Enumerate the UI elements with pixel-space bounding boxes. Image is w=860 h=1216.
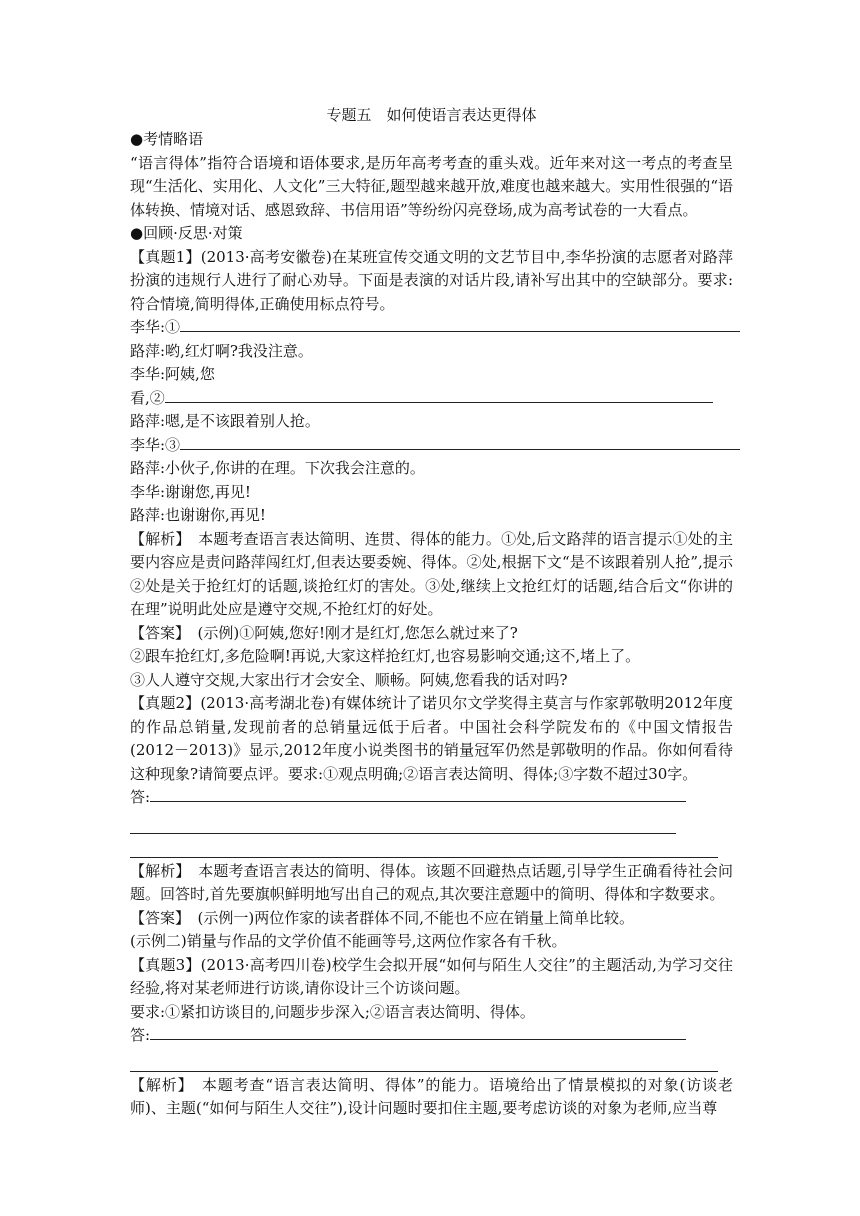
answer-prompt — [130, 786, 733, 810]
dialogue-line: 路萍:也谢谢你,再见! — [130, 506, 266, 524]
answer-prompt — [130, 1024, 733, 1048]
dialogue-line: 路萍:小伙子,你讲的在理。下次我会注意的。 — [130, 459, 425, 477]
answer-blank[interactable] — [180, 434, 740, 450]
analysis-text: 本题考查语言表达的简明、得体。该题不回避热点话题,引导学生正确看待社会问题。回答时,首先要旗帜鲜明地写出自己的观点,其次要注意题中的简明、得体和字数要求。 — [130, 861, 733, 903]
question-3 — [130, 954, 733, 1001]
document-page — [130, 102, 733, 1121]
answer-prefix: 答: — [130, 1026, 151, 1044]
analysis — [130, 1074, 733, 1121]
answer-text: (示例)①阿姨,您好!刚才是红灯,您怎么就过来了? — [182, 623, 518, 642]
question-stem: (2013·高考安徽卷)在某班宣传交通文明的文艺节目中,李华扮演的志愿者对路萍扮演的违规行人进行了耐心劝导。下面是表演的对话片段,请补写出其中的空缺部分。要求:符合情境,简明得体,正确使用标点符号。 — [130, 247, 733, 313]
answer-prefix: 答: — [130, 788, 151, 806]
analysis-text: 本题考查语言表达简明、连贯、得体的能力。①处,后文路萍的语言提示①处的主要内容应是责问路萍闯红灯,但表达要委婉、得体。②处,根据下文“是不该跟着别人抢”,提示②处是关于抢红灯的话题,谈抢红灯的害处。③处,继续上文抢红灯的话题,结合后文“你讲的在理”说明此处应是遵守交规,不抢红灯的好处。 — [130, 529, 733, 618]
answer-blank[interactable] — [130, 1048, 718, 1072]
answer-label: 【答案】 — [130, 908, 183, 927]
analysis — [130, 860, 733, 907]
answer-line: ②跟车抢红灯,多危险啊!再说,大家这样抢红灯,也容易影响交通;这不,堵上了。 — [130, 647, 641, 665]
answer-blank[interactable] — [150, 786, 686, 802]
answer-blank[interactable] — [130, 810, 676, 834]
answer-blank[interactable] — [165, 387, 713, 403]
answer — [130, 622, 733, 646]
answer-label: 【答案】 — [130, 623, 183, 642]
question-stem: (2013·高考四川卷)校学生会拟开展“如何与陌生人交往”的主题活动,为学习交往经验,将对某老师进行访谈,请你设计三个访谈问题。 — [130, 955, 733, 997]
dialogue-text: 看,② — [130, 388, 165, 407]
dialogue-line: 李华:阿姨,您 — [130, 365, 215, 383]
section-heading: ●回顾·反思·对策 — [130, 224, 243, 242]
dialogue-line — [130, 434, 733, 458]
analysis-label: 【解析】 — [130, 1075, 187, 1094]
analysis — [130, 528, 733, 622]
analysis-label: 【解析】 — [130, 529, 184, 548]
answer-line: ③人人遵守交规,大家出行才会安全、顺畅。阿姨,您看我的话对吗? — [130, 670, 568, 689]
answer-blank[interactable] — [150, 1024, 686, 1040]
section-heading: ●考情略语 — [130, 130, 204, 148]
analysis-text: 本题考查“语言表达简明、得体”的能力。语境给出了情景模拟的对象(访谈老师)、主题(“如何与陌生人交往”),设计问题时要扣住主题,要考虑访谈的对象为老师,应当尊 — [130, 1075, 733, 1117]
dialogue-line — [130, 387, 733, 411]
page-title: 专题五 如何使语言表达更得体 — [326, 106, 537, 124]
question-label: 【真题1】 — [130, 247, 201, 266]
answer-text: (示例一)两位作家的读者群体不同,不能也不应在销量上简单比较。 — [182, 908, 634, 927]
dialogue-line: 路萍:嗯,是不该跟着别人抢。 — [130, 412, 320, 430]
answer-blank[interactable] — [130, 834, 718, 858]
analysis-label: 【解析】 — [130, 861, 184, 880]
question-label: 【真题2】 — [130, 694, 201, 712]
dialogue-text: 李华:③ — [130, 435, 181, 454]
answer-line: (示例二)销量与作品的文学价值不能画等号,这两位作家各有千秋。 — [130, 932, 567, 950]
question-1 — [130, 246, 733, 317]
question-label: 【真题3】 — [130, 955, 201, 974]
question-stem: (2013·高考湖北卷)有媒体统计了诺贝尔文学奖得主莫言与作家郭敬明2012年度的作品总销量,发现前者的总销量远低于后者。中国社会科学院发布的《中国文情报告(2012－2013)》显示,2012年度小说类图书的销量冠军仍然是郭敬明的作品。你如何看待这种现象?请简要点评。要求:①观点明确;②语言表达简明、得体;③字数不超过30字。 — [130, 694, 733, 783]
dialogue-line: 路萍:哟,红灯啊?我没注意。 — [130, 341, 313, 360]
answer — [130, 907, 733, 931]
requirements: 要求:①紧扣访谈目的,问题步步深入;②语言表达简明、得体。 — [130, 1002, 535, 1021]
answer-blank[interactable] — [180, 316, 740, 332]
question-2 — [130, 692, 733, 786]
intro-paragraph: “语言得体”指符合语境和语体要求,是历年高考考查的重头戏。近年来对这一考点的考查呈现“生活化、实用化、人文化”三大特征,题型越来越开放,难度也越来越大。实用性很强的“语体转换、情境对话、感恩致辞、书信用语”等纷纷闪亮登场,成为高考试卷的一大看点。 — [130, 153, 733, 219]
dialogue-line — [130, 316, 733, 340]
dialogue-line: 李华:谢谢您,再见! — [130, 482, 251, 501]
dialogue-text: 李华:① — [130, 318, 181, 336]
